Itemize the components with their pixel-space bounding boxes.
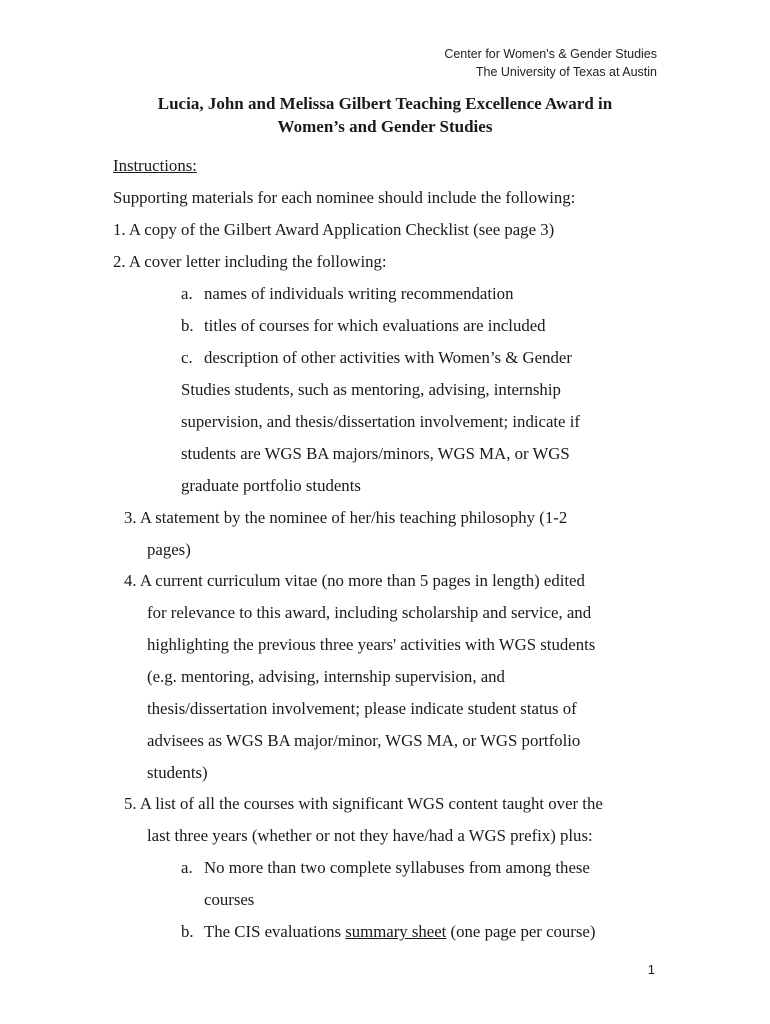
intro-text: Supporting materials for each nominee should include the following: (113, 188, 576, 207)
item-3-line: pages) (147, 540, 191, 559)
item-5b (204, 922, 595, 942)
header-university: The University of Texas at Austin (475, 65, 657, 79)
page-number: 1 (647, 962, 655, 977)
sub-marker: c. (181, 348, 193, 367)
title-line-2: Women’s and Gender Studies (277, 117, 493, 136)
item-2: 2. A cover letter including the following: (113, 252, 387, 271)
item-5b-after: (one page per course) (446, 922, 596, 941)
instructions-heading: Instructions: (113, 156, 197, 175)
sub-marker: b. (181, 922, 194, 941)
header-center-name: Center for Women's & Gender Studies (444, 47, 657, 61)
item-5-line: 5. A list of all the courses with significant WGS content taught over the (124, 794, 603, 813)
item-5-line: last three years (whether or not they have/had a WGS prefix) plus: (147, 826, 593, 845)
item-3-line: 3. A statement by the nominee of her/his teaching philosophy (1-2 (124, 508, 568, 527)
summary-sheet-text: summary sheet (345, 922, 447, 941)
sub-marker: b. (181, 316, 194, 335)
sub-marker: a. (181, 858, 193, 877)
item-2a: names of individuals writing recommendation (204, 284, 514, 303)
item-4-line: (e.g. mentoring, advising, internship supervision, and (147, 667, 505, 686)
item-4-line: advisees as WGS BA major/minor, WGS MA, or WGS portfolio (147, 731, 581, 750)
item-4-line: 4. A current curriculum vitae (no more than 5 pages in length) edited (124, 571, 585, 590)
item-4-line: for relevance to this award, including scholarship and service, and (147, 603, 592, 622)
item-5a-line: No more than two complete syllabuses from among these (204, 858, 590, 877)
sub-marker: a. (181, 284, 193, 303)
item-2b: titles of courses for which evaluations are included (204, 316, 546, 335)
item-2c-line: students are WGS BA majors/minors, WGS MA, or WGS (181, 444, 570, 463)
item-2c-line: graduate portfolio students (181, 476, 361, 495)
item-2c-line: Studies students, such as mentoring, advising, internship (181, 380, 561, 399)
item-5a-line: courses (204, 890, 255, 909)
item-2c-line: supervision, and thesis/dissertation involvement; indicate if (181, 412, 580, 431)
item-1: 1. A copy of the Gilbert Award Application Checklist (see page 3) (113, 220, 555, 239)
item-2c-line: description of other activities with Women’s & Gender (204, 348, 572, 367)
item-5b-before: The CIS evaluations (204, 922, 346, 941)
item-4-line: thesis/dissertation involvement; please indicate student status of (147, 699, 577, 718)
item-4-line: students) (147, 763, 208, 782)
item-4-line: highlighting the previous three years' activities with WGS students (147, 635, 596, 654)
title-line-1: Lucia, John and Melissa Gilbert Teaching Excellence Award in (157, 94, 613, 113)
